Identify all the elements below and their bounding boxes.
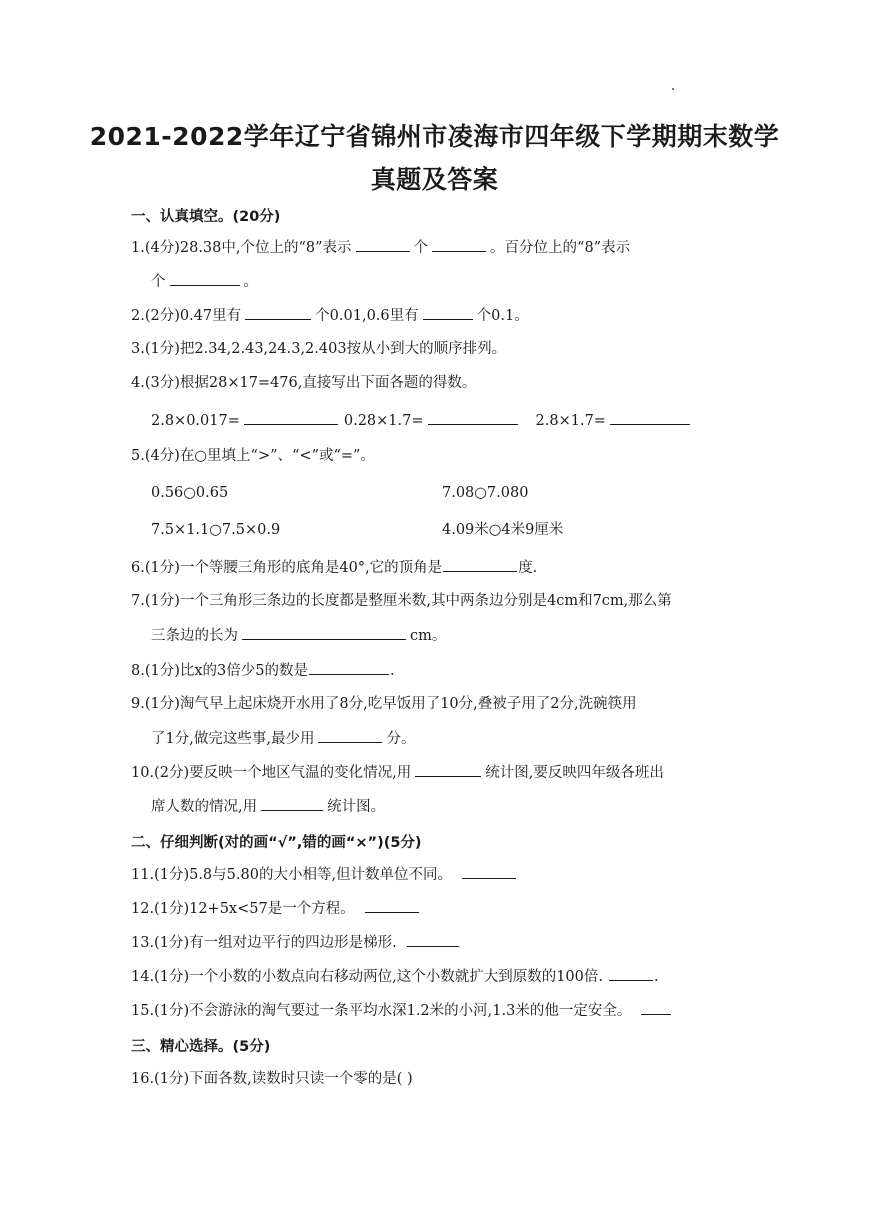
answer-blank[interactable] xyxy=(423,305,473,320)
compare-item-4: 4.09米○4米9厘米 xyxy=(442,522,564,538)
answer-blank[interactable] xyxy=(242,625,406,640)
question-10: 10.(2分)要反映一个地区气温的变化情况,用 统计图,要反映四年级各班出 xyxy=(131,762,664,783)
question-13: 13.(1分)有一组对边平行的四边形是梯形. xyxy=(131,932,463,953)
answer-blank[interactable] xyxy=(609,966,653,981)
question-11: 11.(1分)5.8与5.80的大小相等,但计数单位不同。 xyxy=(131,864,520,885)
question-12: 12.(1分)12+5x<57是一个方程。 xyxy=(131,898,423,919)
answer-blank[interactable] xyxy=(432,237,486,252)
section-2-heading: 二、仔细判断(对的画“√”,错的画“×”)(5分) xyxy=(131,835,422,851)
question-9-cont: 了1分,做完这些事,最少用 分。 xyxy=(151,728,415,749)
answer-blank[interactable] xyxy=(462,864,516,879)
question-2: 2.(2分)0.47里有 个0.01,0.6里有 个0.1。 xyxy=(131,305,529,326)
speck-mark xyxy=(672,88,674,90)
question-7-cont: 三条边的长为 cm。 xyxy=(151,625,446,646)
compare-item-2: 7.08○7.080 xyxy=(442,485,529,501)
question-1: 1.(4分)28.38中,个位上的“8”表示 个 。百分位上的“8”表示 xyxy=(131,237,630,258)
question-3: 3.(1分)把2.34,2.43,24.3,2.403按从小到大的顺序排列。 xyxy=(131,341,507,357)
answer-blank[interactable] xyxy=(261,796,323,811)
question-4: 4.(3分)根据28×17=476,直接写出下面各题的得数。 xyxy=(131,375,477,391)
question-1-cont: 个 。 xyxy=(151,271,258,292)
question-16: 16.(1分)下面各数,读数时只读一个零的是( ) xyxy=(131,1071,413,1087)
answer-blank[interactable] xyxy=(170,271,240,286)
question-14: 14.(1分)一个小数的小数点向右移动两位,这个小数就扩大到原数的100倍. . xyxy=(131,966,659,987)
answer-blank[interactable] xyxy=(309,660,389,675)
answer-blank[interactable] xyxy=(245,305,311,320)
question-15: 15.(1分)不会游泳的淘气要过一条平均水深1.2米的小河,1.3米的他一定安全。 xyxy=(131,1000,675,1021)
answer-blank[interactable] xyxy=(415,762,481,777)
question-8: 8.(1分)比x的3倍少5的数是 . xyxy=(131,660,395,681)
answer-blank[interactable] xyxy=(443,557,517,572)
question-4-exprs: 2.8×0.017= 0.28×1.7= 2.8×1.7= xyxy=(151,410,694,431)
page-title: 2021-2022学年辽宁省锦州市凌海市四年级下学期期末数学 xyxy=(89,122,780,151)
section-1-heading: 一、认真填空。(20分) xyxy=(131,209,281,225)
answer-blank[interactable] xyxy=(244,410,338,425)
page-title-line2: 真题及答案 xyxy=(370,165,499,194)
answer-blank[interactable] xyxy=(356,237,410,252)
question-10-cont: 席人数的情况,用 统计图。 xyxy=(151,796,385,817)
answer-blank[interactable] xyxy=(407,932,459,947)
compare-item-3: 7.5×1.1○7.5×0.9 xyxy=(151,522,281,538)
question-7: 7.(1分)一个三角形三条边的长度都是整厘米数,其中两条边分别是4cm和7cm,那么第 xyxy=(131,593,672,609)
compare-item-1: 0.56○0.65 xyxy=(151,485,229,501)
question-5: 5.(4分)在○里填上“>”、“<”或“=”。 xyxy=(131,448,375,464)
answer-blank[interactable] xyxy=(641,1000,671,1015)
question-6: 6.(1分)一个等腰三角形的底角是40°,它的顶角是 度. xyxy=(131,557,537,578)
answer-blank[interactable] xyxy=(365,898,419,913)
question-9: 9.(1分)淘气早上起床烧开水用了8分,吃早饭用了10分,叠被子用了2分,洗碗筷用 xyxy=(131,696,637,712)
answer-blank[interactable] xyxy=(428,410,518,425)
answer-blank[interactable] xyxy=(610,410,690,425)
answer-blank[interactable] xyxy=(318,728,382,743)
section-3-heading: 三、精心选择。(5分) xyxy=(131,1039,271,1055)
